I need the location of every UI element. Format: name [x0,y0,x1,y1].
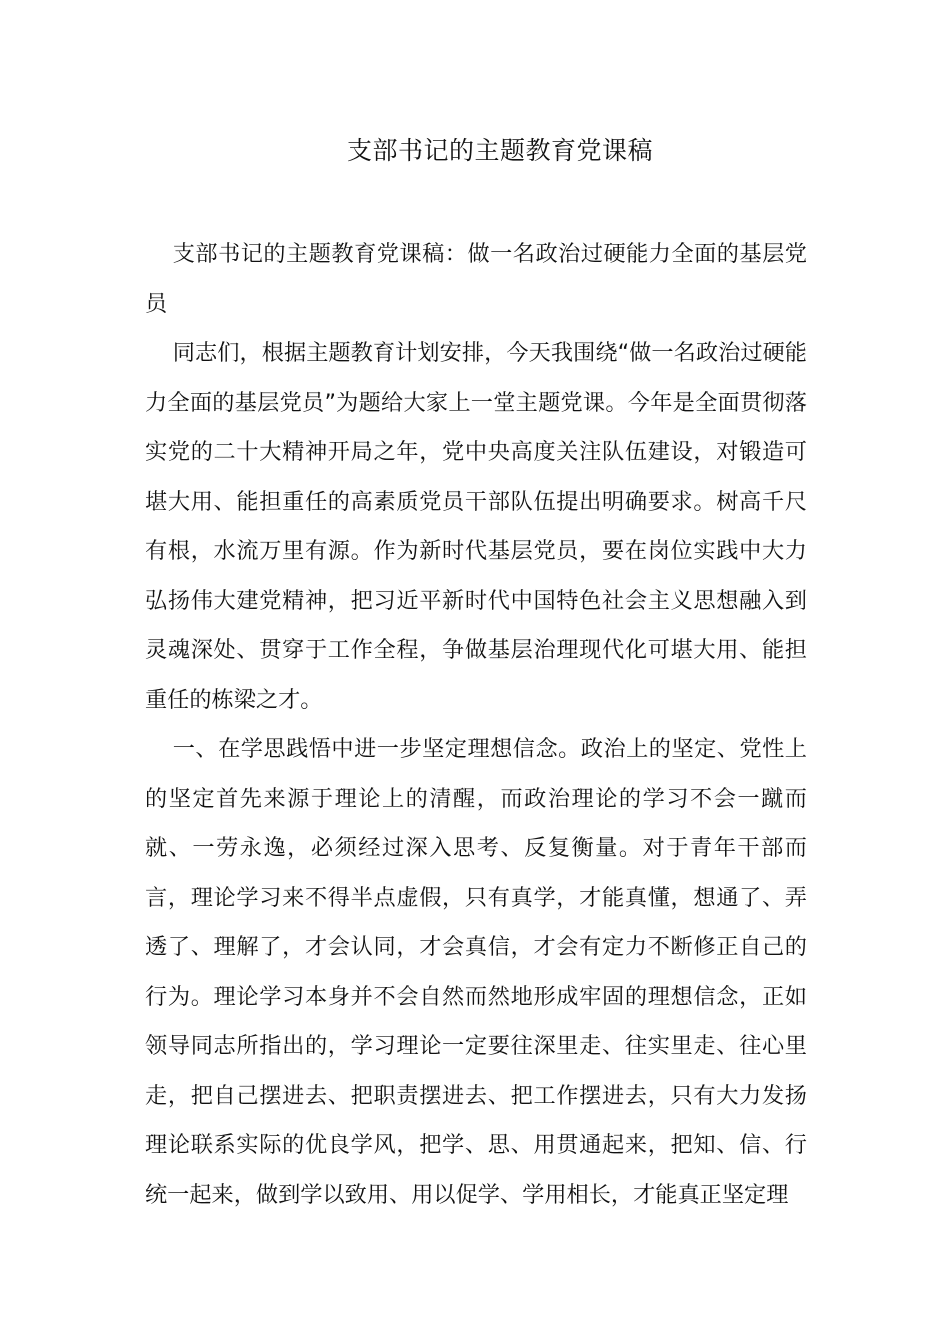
paragraph-section-one: 一、在学思践悟中进一步坚定理想信念。政治上的坚定、党性上的坚定首先来源于理论上的清醒，而政治理论的学习不会一蹴而就、一劳永逸，必须经过深入思考、反复衡量。对于青年干部而言，理论学习来不得半点虚假，只有真学，才能真懂，想通了、弄透了、理解了，才会认同，才会真信，才会有定力不断修正自己的行为。理论学习本身并不会自然而然地形成牢固的理想信念，正如领导同志所指出的，学习理论一定要往深里走、往实里走、往心里走，把自己摆进去、把职责摆进去、把工作摆进去，只有大力发扬理论联系实际的优良学风，把学、思、用贯通起来，把知、信、行统一起来，做到学以致用、用以促学、学用相长，才能真正坚定理 [145,736,807,1208]
document-body [145,230,807,1220]
paragraph-intro: 同志们，根据主题教育计划安排，今天我围绕“做一名政治过硬能力全面的基层党员”为题给大家上一堂主题党课。今年是全面贯彻落实党的二十大精神开局之年，党中央高度关注队伍建设，对锻造可堪大用、能担重任的高素质党员干部队伍提出明确要求。树高千尺有根，水流万里有源。作为新时代基层党员，要在岗位实践中大力弘扬伟大建党精神，把习近平新时代中国特色社会主义思想融入到灵魂深处、贯穿于工作全程，争做基层治理现代化可堪大用、能担重任的栋梁之才。 [145,340,807,713]
document-title: 支部书记的主题教育党课稿 [346,136,653,165]
paragraph-subtitle: 支部书记的主题教育党课稿：做一名政治过硬能力全面的基层党员 [145,241,807,317]
